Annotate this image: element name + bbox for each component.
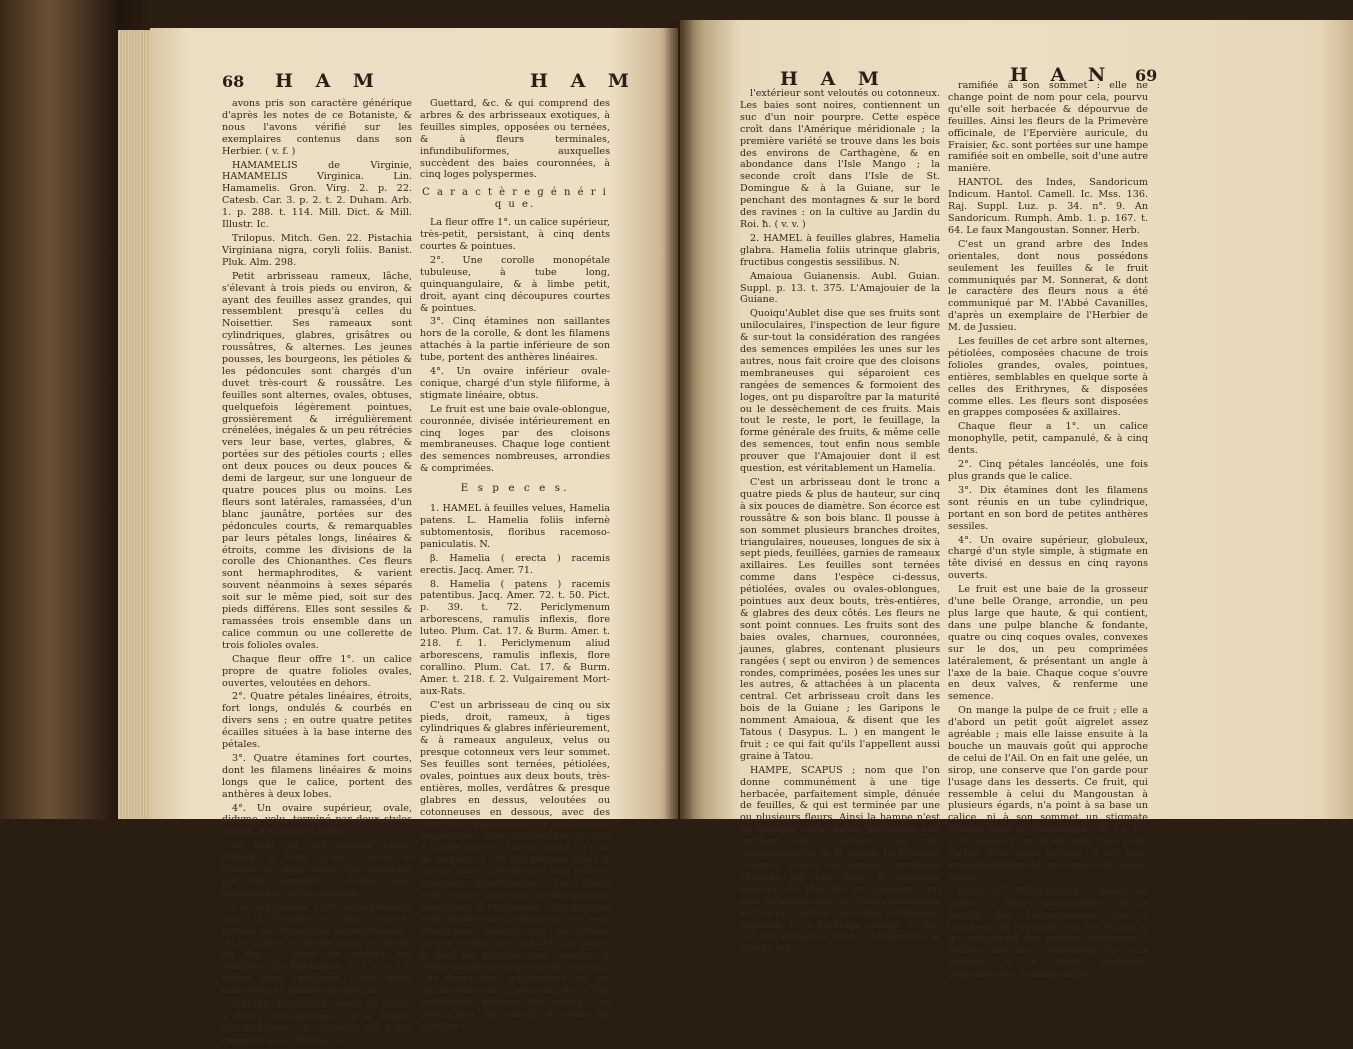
right-running-head-1: H A M xyxy=(780,68,887,90)
paragraph: Trilopus. Mitch. Gen. 22. Pistachia Virginiana nigra, coryli foliis. Banist. Pluk. Alm. 298. xyxy=(222,232,412,268)
paragraph: C'est un arbrisseau de cinq ou six pieds, droit, rameux, à tiges cylindriques & glabres inférieurement, & à rameaux anguleux, velus ou presque cotonneux vers leur sommet. Ses feuilles sont ternées, pétiolées, ovales, pointues aux deux bouts, très-entières, molles, verdâtres & presque glabres en dessus, veloutées ou cotonneuses en dessous, avec des nervures blanchâtres ou quelquefois rougeâtres ; elles sont longues de trois à quatre pouces, sur un pouce ou plus de largeur, & ont des pétioles velus & un peu longs. Les stipules sont petites, pointues, interfoliacées. Les fleurs sont rouges, viennent sur des grappes paniculées & terminales : ces grappes sont droites dans la plante α, que nous présumons, malgré cela, ne former qu'une variété par rapport à la plante β, dont les grappes sont ouvertes & même courbées en queue de Scorpion. Ces fleurs sont unilatérales sur les ramifications de la panicule, & ont des pédoncules propres fort courts. Les pédoncules, les calices, & même les corolles à xyxy=(420,699,610,1033)
page-edges xyxy=(118,30,154,819)
left-page xyxy=(150,28,678,1046)
paragraph: 2°. Une corolle monopétale tubuleuse, à tube long, quinquangulaire, & à limbe petit, droit, ayant cinq découpures courtes & pointues. xyxy=(420,254,610,314)
paragraph: 3°. Cinq étamines non saillantes hors de la corolle, & dont les filamens attachés à la partie inférieure de son tube, portent des anthères linéaires. xyxy=(420,316,610,364)
paragraph: Quoiqu'Aublet dise que ses fruits sont uniloculaires, l'inspection de leur figure & sur-tout la considération des rangées des semences empilées les unes sur les autres, nous fait croire que des cloisons membraneuses qui séparoient ces rangées de semences & formoient des loges, ont pu disparoître par la maturité ou le dessèchement de ces fruits. Mais tout le reste, le port, le feuillage, la forme générale des fruits, & même celle des semences, tout enfin nous semble prouver que l'Amajouier dont il est question, est véritablement un Hamelia. xyxy=(740,308,940,475)
paragraph: Amaioua Guianensis. Aubl. Guian. Suppl. p. 13. t. 375. L'Amajouier de la Guiane. xyxy=(740,270,940,306)
paragraph: HAMEL, HAMELIA ; genre de plante à fleurs monopétalées, de la famille des Rubiacées ou Caféyers, qui a des rapports avec l'Erithal, le xyxy=(222,999,412,1046)
left-column-1 xyxy=(222,98,412,1049)
left-running-head-2: H A M xyxy=(530,70,637,92)
paragraph: C'est un arbrisseau dont le tronc a quatre pieds & plus de hauteur, sur cinq à six pouces de diamètre. Son écorce est roussâtre & son bois blanc. Il pousse à son sommet plusieurs branches droites, triangulaires, noueuses, longues de six à sept pieds, feuillées, garnies de rameaux axillaires. Les feuilles sont ternées comme dans l'espèce ci-dessus, pétiolées, ovales ou ovales-oblongues, pointues aux deux bouts, très-entières, & glabres des deux côtés. Les fleurs ne sont point connues. Les fruits sont des baies ovales, charnues, couronnées, jaunes, glabres, contenant plusieurs rangées ( sept ou environ ) de semences rondes, comprimées, posées les unes sur les autres, & attachées à un placenta central. Cet arbrisseau croît dans les bois de la Guiane ; les Garipons le nomment Amaioua, & disent que les Tatous ( Dasypus. L. ) en mangent le fruit ; ce qui fait qu'ils l'appellent aussi graine à Tatou. xyxy=(740,477,940,762)
right-column-2 xyxy=(948,80,1148,983)
right-page xyxy=(680,20,1353,981)
paragraph: On mange la pulpe de ce fruit ; elle a d'abord un petit goût aigrelet assez agréable ; mais elle laisse ensuite à la bouche un mauvais goût qui approche de celui de l'Ail. On en fait une gelée, un sirop, une conserve que l'on garde pour l'usage dans les desserts. Ce fruit, qui ressemble à celui du Mangoustan à plusieurs égards, n'a point à sa base un calice, ni à son sommet un stigmate comme celui du Mangoustan. ħ. ( v. f. ) Si le Sandoricum de Rumphe n'est point l'arbre dont nous parlons, il est très-vraisemblablement une espèce du même genre. xyxy=(948,705,1148,883)
paragraph: 4°. Un ovaire inférieur ovale-conique, chargé d'un style filiforme, à stigmate linéaire, obtus. xyxy=(420,366,610,401)
paragraph: La fleur offre 1°. un calice supérieur, très-petit, persistant, à cinq dents courtes & pointues. xyxy=(420,217,610,252)
paragraph: ramifiée à son sommet : elle ne change point de nom pour cela, pourvu qu'elle soit herbacée & dépourvue de feuilles. Ainsi les fleurs de la Primevère officinale, de l'Epervière auricule, du Fraisier, &c. sont portées sur une hampe ramifiée soit en ombelle, soit d'une autre manière. xyxy=(948,80,1149,175)
paragraph: HANTOL des Indes, Sandoricum Indicum. Hantol. Camell. Ic. Mss. 136. Raj. Suppl. Luz. p. 34. n°. 9. An Sandoricum. Rumph. Amb. 1. p. 167. t. 64. Le faux Mangoustan. Sonner. Herb. xyxy=(948,177,1148,236)
section-heading: C a r a c t è r e g é n é r i q u e. xyxy=(422,187,608,211)
paragraph: Cet arbrisseau croît naturellement dans la Virginie, & dans d'autres parties de l'Amérique septentrionale : on le cultive en pleine terre au Jardin du Roi, & dans les jardins des Amateurs de Botanique. ħ. ( v. v. ) Il fleurit dans l'automne ; ses fruits mûrissent au printemps suivant. xyxy=(222,901,412,997)
paragraph: Chaque fleur offre 1°. un calice propre de quatre folioles ovales, ouvertes, veloutées en dehors. xyxy=(222,653,412,689)
paragraph: Le fruit est une capsule ovale, didyme, à deux cornes courtes, & divisée en deux loges qui s'ouvrent par leur sommet ; chaque loge contient une seule semence. xyxy=(222,840,412,899)
right-running-head-2: H A N xyxy=(1010,64,1114,86)
paragraph: 3°. Quatre étamines fort courtes, dont les filamens linéaires & moins longs que le calice, portent des anthères à deux lobes. xyxy=(222,752,412,800)
paragraph: Le fruit est une baie de la grosseur d'une belle Orange, arrondie, un peu plus large que haute, & qui contient, dans une pulpe blanche & fondante, quatre ou cinq coques ovales, convexes sur le dos, un peu comprimées latéralement, & présentant un angle à l'axe de la baie. Chaque coque s'ouvre en deux valves, & renferme une semence. xyxy=(948,584,1148,703)
section-heading: E s p e c e s. xyxy=(460,482,570,495)
paragraph: C'est un grand arbre des Indes orientales, dont nous possédons seulement les feuilles & le fruit communiqués par M. Sonnerat, & dont le caractère des fleurs nous a été communiqué par M. l'Abbé Cavanilles, d'après un exemplaire de l'Herbier de M. de Jussieu. xyxy=(948,238,1148,334)
left-folio: 68 xyxy=(222,72,245,91)
paragraph: Petit arbrisseau rameux, lâche, s'élevant à trois pieds ou environ, & ayant des feuilles assez grandes, qui ressemblent presqu'à celles du Noisettier. Ses rameaux sont cylindriques, glabres, grisâtres ou roussâtres, & alternes. Les jeunes pousses, les bourgeons, les pétioles & les pédoncules sont chargés d'un duvet très-court & roussâtre. Les feuilles sont alternes, ovales, obtuses, quelquefois légèrement pointues, grossièrement & irrégulièrement crénelées, inégales & un peu rétrécies vers leur base, vertes, glabres, & portées sur des pétioles courts ; elles ont deux pouces ou deux pouces & demi de largeur, sur une longueur de quatre pouces plus ou moins. Les fleurs sont latérales, ramassées, d'un blanc jaunâtre, portées sur des pédoncules courts, & remarquables par leurs pétales longs, linéaires & étroits, comme les divisions de la corolle des Chionanthes. Ces fleurs sont hermaphrodites, & varient souvent néanmoins à sexes séparés soit sur le même pied, soit sur des pieds différens. Elles sont sessiles & ramassées trois ensemble dans un calice commun ou une collerette de trois folioles ovales. xyxy=(222,270,412,651)
paragraph: 8. Hamelia ( patens ) racemis patentibus. Jacq. Amer. 72. t. 50. Pict. p. 39. t. 72. Periclymenum arborescens, ramulis inflexis, flore luteo. Plum. Cat. 17. & Burm. Amer. t. 218. f. 1. Periclymenum aliud arborescens, ramulis inflexis, flore corallino. Plum. Cat. 17. & Burm. Amer. t. 218. f. 2. Vulgairement Mort-aux-Rats. xyxy=(420,578,610,697)
right-folio: 69 xyxy=(1135,66,1158,85)
paragraph: 2°. Cinq pétales lancéolés, une fois plus grands que le calice. xyxy=(948,459,1148,482)
paragraph: Le fruit est une baie ovale-oblongue, couronnée, divisée intérieurement en cinq loges par des cloisons membraneuses. Chaque loge contient des semences nombreuses, arrondies & comprimées. xyxy=(420,403,610,475)
paragraph: Guettard, &c. & qui comprend des arbres & des arbrisseaux exotiques, à feuilles simples, opposées ou ternées, & à fleurs terminales, infundibuliformes, auxquelles succèdent des baies couronnées, à cinq loges polyspermes. xyxy=(420,98,610,181)
book-gutter xyxy=(664,20,694,819)
paragraph: 4°. Un ovaire supérieur, globuleux, chargé d'un style simple, à stigmate en tête divisé en dessus en cinq rayons ouverts. xyxy=(948,534,1148,582)
paragraph: 1. HAMEL à feuilles velues, Hamelia patens. L. Hamelia foliis infernè subtomentosis, floribus racemoso-paniculatis. N. xyxy=(420,503,610,550)
paragraph: 4°. Un ovaire supérieur, ovale, didyme, velu, terminé par deux styles courts, à stigmates obtus. xyxy=(222,802,412,838)
paragraph: HAMPE, SCAPUS ; nom que l'on donne communément à une tige herbacée, parfaitement simple, dénuée de feuilles, & qui est terminée par une ou plusieurs fleurs. Ainsi la hampe n'est en quelque sorte qu'un pédoncule soit uniflore, soit multiflore, qui naît immédiatement de la racine. Le Pissenlit commun pousse des hampes terminées chacune par une fleur, & plusieurs espèces de Plantain en poussent qui sont terminées par des fleurs ramassées soit en épi, soit en tête. Mais le Plantago psyllium. L. le Plantago cynops. L. &c. ont de véritables tiges. Quelquefois la hampe est xyxy=(740,764,940,955)
paragraph: 3°. Dix étamines dont les filamens sont réunis en un tube cylindrique, portant en son bord de petites anthères sessiles. xyxy=(948,484,1148,532)
left-running-head-1: H A M xyxy=(275,70,382,92)
paragraph: HAMAMELIS de Virginie, HAMAMELIS Virginica. Lin. Hamamelis. Gron. Virg. 2. p. 22. Catesb. Car. 3. p. 2. t. 2. Duham. Arb. 1. p. 288. t. 114. Mill. Dict. & Mill. Illustr. Ic. xyxy=(222,159,412,231)
right-column-1 xyxy=(740,88,940,957)
paragraph: β. Hamelia ( erecta ) racemis erectis. Jacq. Amer. 71. xyxy=(420,552,610,576)
paragraph: 2. HAMEL à feuilles glabres, Hamelia glabra. Hamelia foliis utrinque glabris, fructibus congestis sessilibus. N. xyxy=(740,232,940,268)
paragraph: Les feuilles de cet arbre sont alternes, pétiolées, composées chacune de trois folioles grandes, ovales, pointues, entières, semblables en quelque sorte à celles des Erithrynes, & disposées comme elles. Les fleurs sont disposées en grappes composées & axillaires. xyxy=(948,336,1148,419)
paragraph: l'extérieur sont veloutés ou cotonneux. Les baies sont noires, contiennent un suc d'un noir pourpre. Cette espèce croît dans l'Amérique méridionale ; la première variété se trouve dans les bois des environs de Carthagène, & en abondance dans l'Isle Mango ; la seconde croît dans l'Isle de St. Domingue & à la Guiane, sur le penchant des montagnes & sur le bord des ravines : on la cultive au Jardin du Roi. ħ. ( v. v. ) xyxy=(740,88,940,230)
paragraph: Chaque fleur a 1°. un calice monophylle, petit, campanulé, & à cinq dents. xyxy=(948,421,1148,457)
paragraph: avons pris son caractère générique d'après les notes de ce Botaniste, & nous l'avons vérifié sur les exemplaires contenus dans son Herbier. ( v. f. ) xyxy=(222,98,412,157)
paragraph: 2°. Quatre pétales linéaires, étroits, fort longs, ondulés & courbés en divers sens ; en outre quatre petites écailles situées à la base interne des pétales. xyxy=(222,691,412,751)
left-column-2 xyxy=(420,98,610,1035)
paragraph: HARICOT, PHASEOLUS ; genre de plante à fleurs polypétalées, de la famille des Légumineuses, qui a beaucoup de rapports avec les Dolics, & qui comprend des plantes exotiques, à feuilles alternes, composées de trois folioles, & à fleurs axillaires, papilionacées, remarquables xyxy=(948,885,1148,981)
